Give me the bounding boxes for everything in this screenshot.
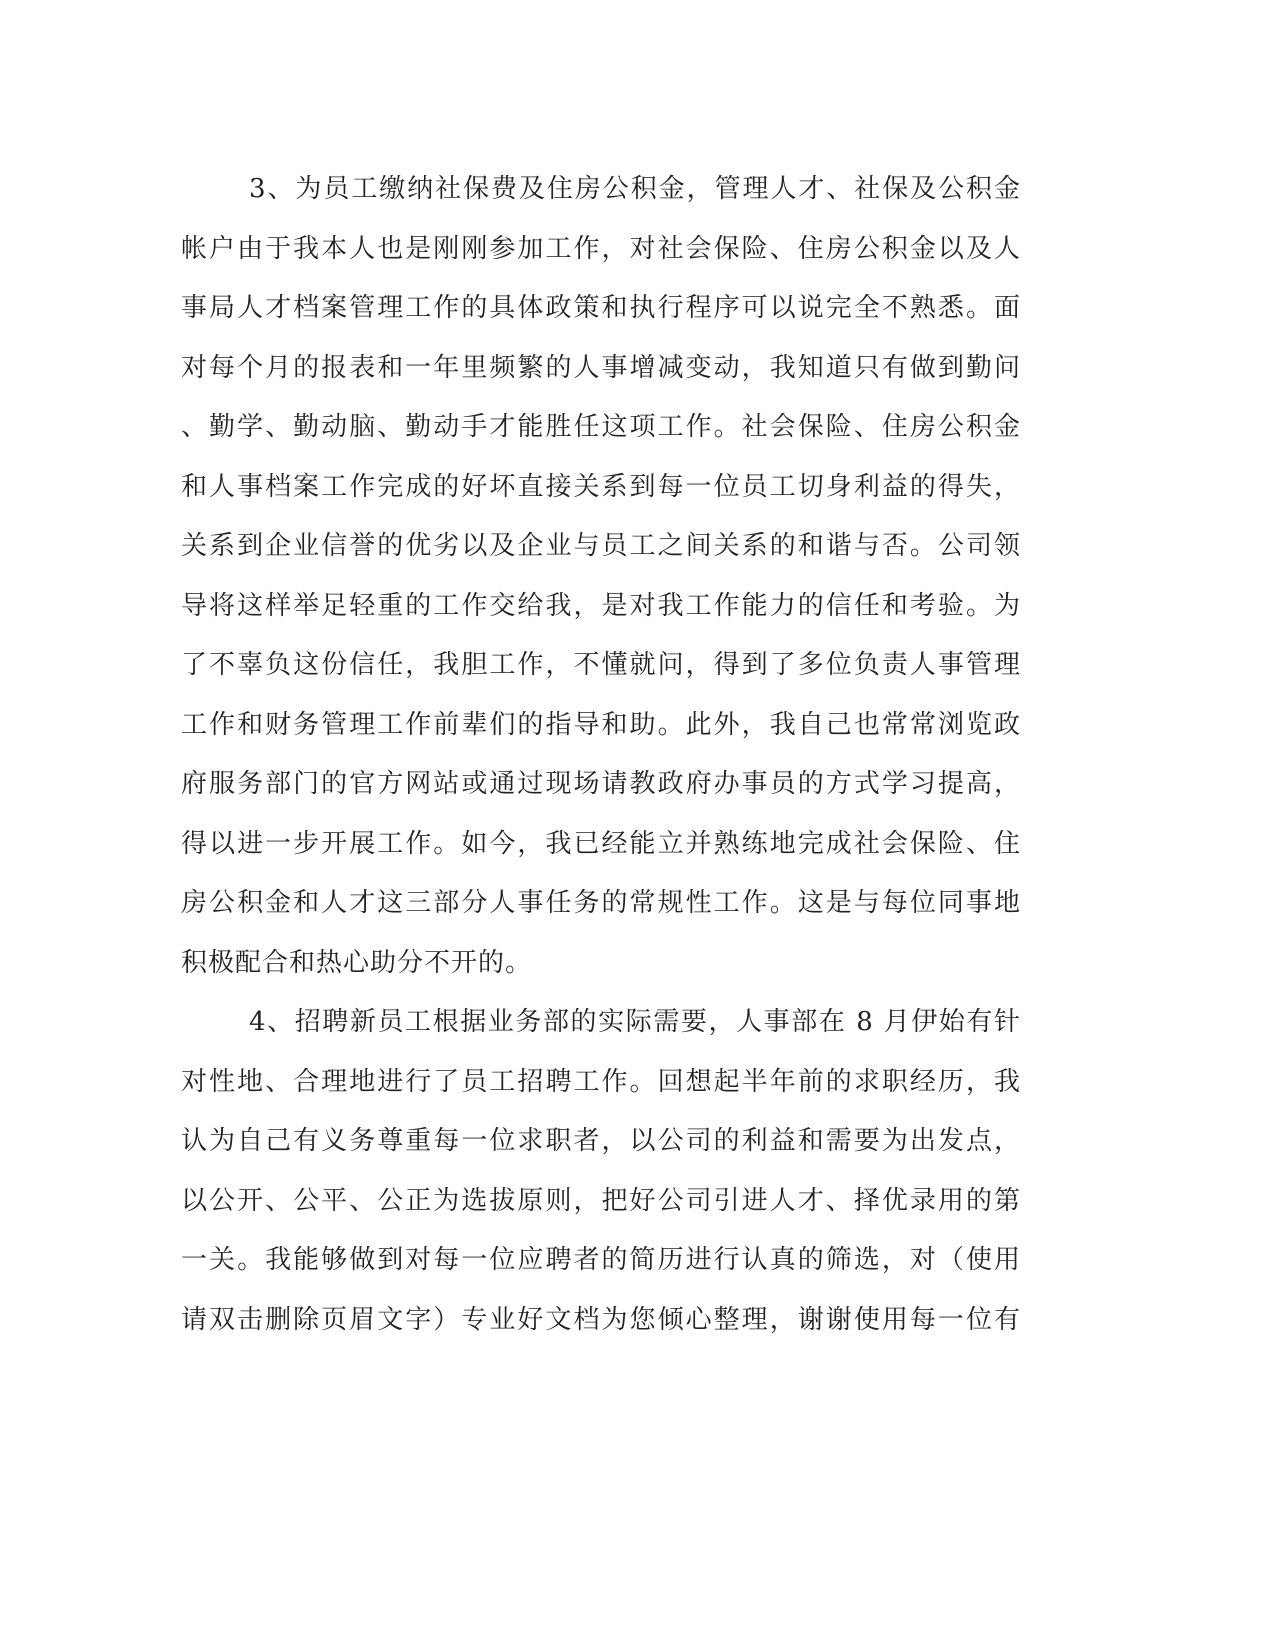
text-line: 对性地、合理地进行了员工招聘工作。回想起半年前的求职经历，我	[181, 1066, 1021, 1097]
text-line: 一关。我能够做到对每一位应聘者的简历进行认真的筛选，对（使用	[181, 1245, 1021, 1275]
text-line: 和人事档案工作完成的好坏直接关系到每一位员工切身利益的得失，	[181, 471, 1021, 502]
text-line: 房公积金和人才这三部分人事任务的常规性工作。这是与每位同事地	[181, 888, 1021, 918]
text-line: 3、为员工缴纳社保费及住房公积金，管理人才、社保及公积金	[249, 174, 1021, 204]
text-line: 帐户由于我本人也是刚刚参加工作，对社会保险、住房公积金以及人	[181, 233, 1021, 264]
document-body	[181, 160, 1021, 1350]
text-line: 事局人才档案管理工作的具体政策和执行程序可以说完全不熟悉。面	[181, 293, 1021, 323]
text-line: 认为自己有义务尊重每一位求职者，以公司的利益和需要为出发点，	[181, 1126, 1021, 1156]
text-line: 得以进一步开展工作。如今，我已经能立并熟练地完成社会保险、住	[181, 828, 1021, 859]
text-line: 、勤学、勤动脑、勤动手才能胜任这项工作。社会保险、住房公积金	[181, 412, 1021, 442]
text-line: 请双击删除页眉文字）专业好文档为您倾心整理，谢谢使用每一位有	[181, 1304, 1021, 1335]
text-line: 了不辜负这份信任，我胆工作，不懂就问，得到了多位负责人事管理	[181, 650, 1021, 680]
text-line: 关系到企业信誉的优劣以及企业与员工之间关系的和谐与否。公司领	[181, 531, 1021, 561]
text-line: 工作和财务管理工作前辈们的指导和助。此外，我自己也常常浏览政	[181, 709, 1021, 740]
paragraph-4	[181, 993, 1021, 1350]
text-line: 4、招聘新员工根据业务部的实际需要，人事部在 8 月伊始有针	[249, 1007, 1021, 1037]
text-line: 以公开、公平、公正为选拔原则，把好公司引进人才、择优录用的第	[181, 1185, 1021, 1216]
text-line: 导将这样举足轻重的工作交给我，是对我工作能力的信任和考验。为	[181, 590, 1021, 621]
text-line: 府服务部门的官方网站或通过现场请教政府办事员的方式学习提高，	[181, 769, 1021, 799]
text-line: 对每个月的报表和一年里频繁的人事增减变动，我知道只有做到勤问	[181, 352, 1021, 383]
paragraph-3	[181, 160, 1021, 993]
text-line: 积极配合和热心助分不开的。	[181, 947, 533, 978]
